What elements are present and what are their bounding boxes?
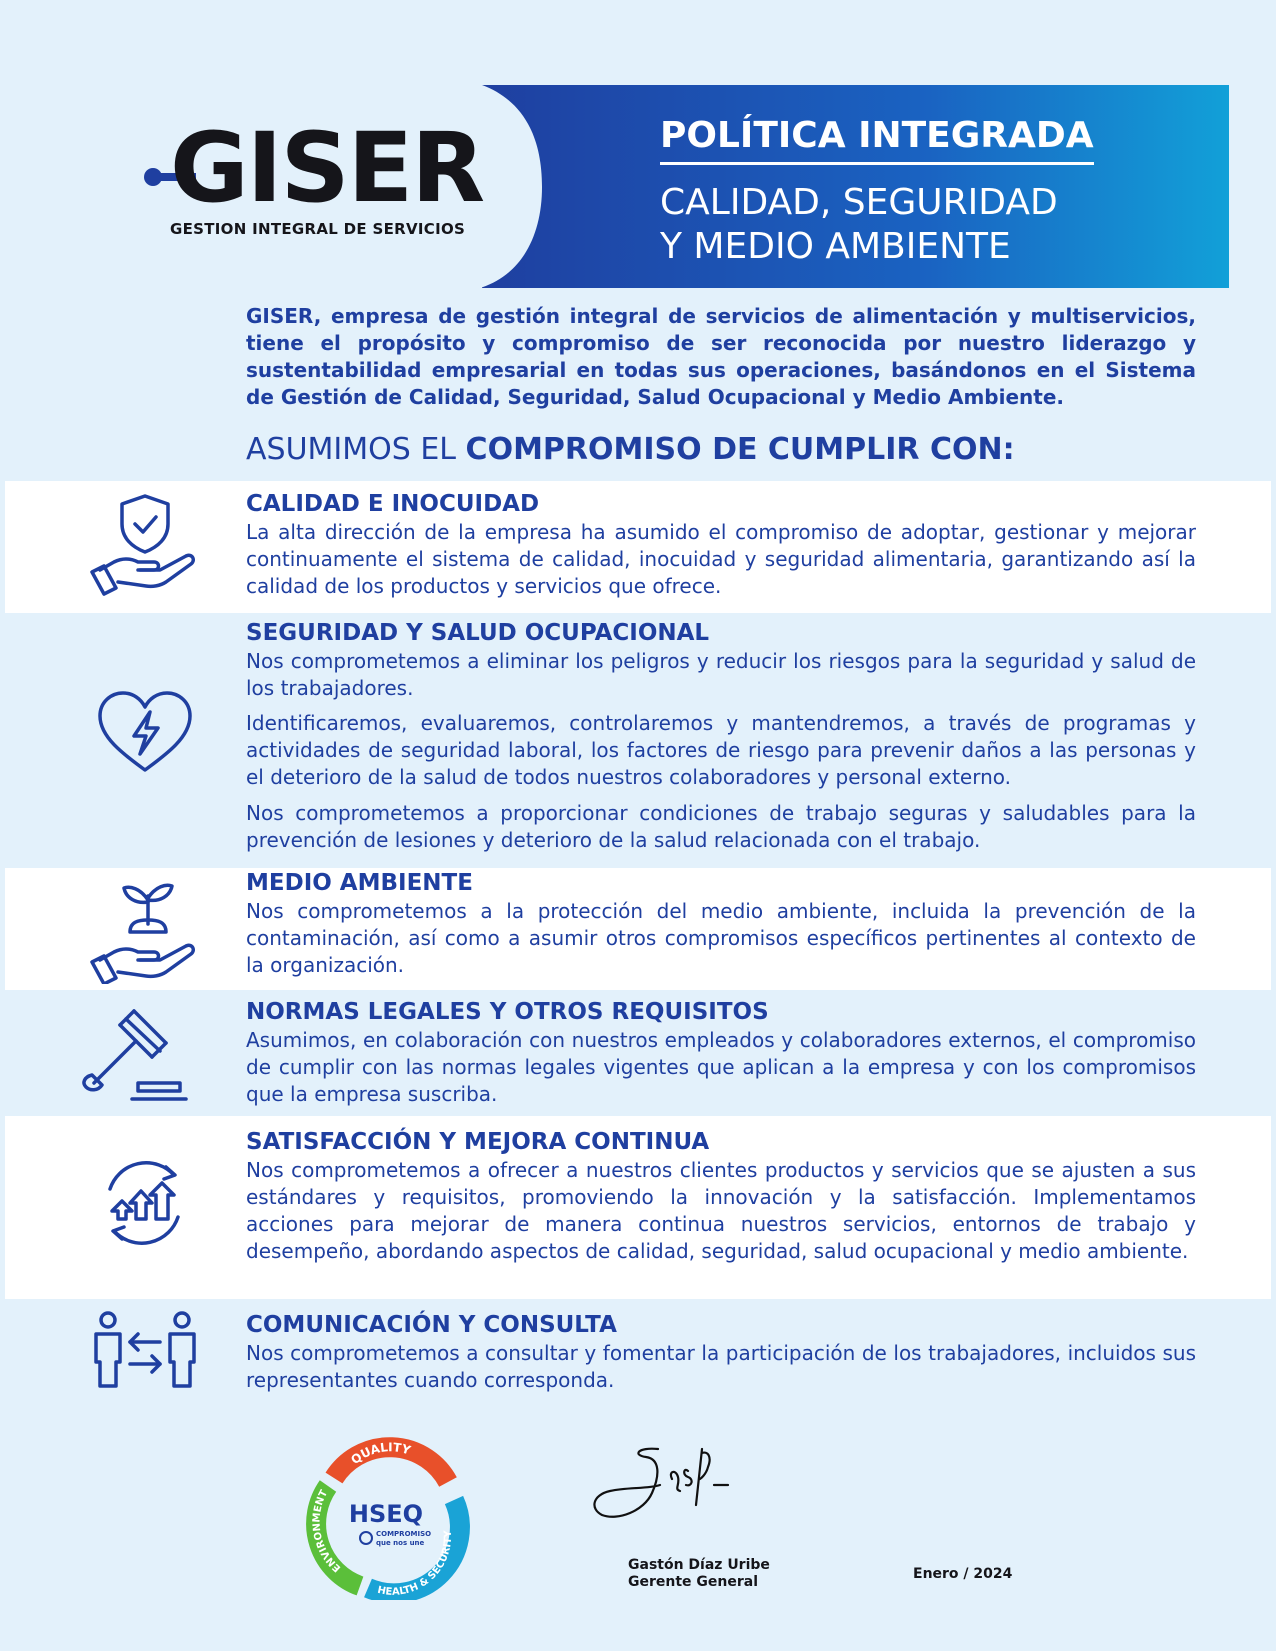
commitment-prefix: ASUMIMOS EL: [246, 432, 466, 467]
hseq-label: HSEQ: [348, 1500, 424, 1528]
signer-name: Gastón Díaz Uribe: [628, 1557, 770, 1573]
section-title-mejora: SATISFACCIÓN Y MEJORA CONTINUA: [246, 1129, 710, 1155]
section-text-normas: Asumimos, en colaboración con nuestros empleados y colaboradores externos, el compromiso de cumplir con las normas legales vigentes que aplican a la empresa y con los compromisos que la empresa suscriba.: [246, 1028, 1196, 1106]
improvement-cycle-icon: [96, 1155, 192, 1251]
title-banner: [482, 85, 1229, 288]
section-text-calidad: La alta dirección de la empresa ha asumido el compromiso de adoptar, gestionar y mejorar continuamente el sistema de calidad, inocuidad y seguridad alimentaria, garantizando así la calidad de los productos y servicios que ofrece.: [246, 520, 1196, 598]
section-text-seguridad-1: Nos comprometemos a eliminar los peligros y reducir los riesgos para la seguridad y salud de los trabajadores.: [246, 649, 1196, 700]
banner-subtitle-line1: CALIDAD, SEGURIDAD: [660, 182, 1058, 223]
commitment-emphasis: COMPROMISO DE CUMPLIR CON:: [465, 432, 1015, 467]
handwritten-signature: [588, 1445, 758, 1525]
hseq-ring-quality: QUALITY: [348, 1440, 413, 1468]
section-title-calidad: CALIDAD E INOCUIDAD: [246, 491, 540, 517]
hseq-tag1: COMPROMISO: [376, 1530, 432, 1538]
document-date: Enero / 2024: [913, 1566, 1013, 1582]
section-text-comunicacion: Nos comprometemos a consultar y fomentar la participación de los trabajadores, incluidos sus representantes cuando corresponda.: [246, 1341, 1196, 1392]
people-exchange-icon: [90, 1310, 200, 1390]
banner-subtitle-line2: Y MEDIO AMBIENTE: [660, 226, 1011, 267]
signer-block: [628, 1557, 770, 1591]
logo-tagline: GESTION INTEGRAL DE SERVICIOS: [170, 220, 466, 238]
commitment-heading: [246, 432, 1015, 467]
giser-logo: [140, 112, 484, 238]
gavel-icon: [80, 1005, 195, 1105]
hseq-tag2: que nos une: [376, 1539, 425, 1547]
hseq-ring-health: HEALTH & SECURITY: [376, 1529, 455, 1598]
section-text-seguridad-2: Identificaremos, evaluaremos, controlaremos y mantendremos, a través de programas y actividades de seguridad laboral, los factores de riesgo para prevenir daños a las personas y el deterioro de la salud de todos nuestros colaboradores y personal externo.: [246, 711, 1196, 789]
section-title-ambiente: MEDIO AMBIENTE: [246, 870, 473, 896]
logo-wordmark: GISER: [170, 112, 484, 224]
banner-title: POLÍTICA INTEGRADA: [660, 115, 1094, 165]
section-text-seguridad-3: Nos comprometemos a proporcionar condiciones de trabajo seguras y saludables para la prevención de lesiones y deterioro de la salud relacionada con el trabajo.: [246, 801, 1196, 852]
shield-hand-icon: [90, 490, 200, 596]
section-title-normas: NORMAS LEGALES Y OTROS REQUISITOS: [246, 999, 769, 1025]
section-text-mejora: Nos comprometemos a ofrecer a nuestros clientes productos y servicios que se ajusten a sus estándares y requisitos, promoviendo la innovación y la satisfacción. Implementamos acciones para mejorar de manera continua nuestros servicios, entornos de trabajo y desempeño, abordando aspectos de calidad, seguridad, salud ocupacional y medio ambiente.: [246, 1158, 1196, 1263]
section-title-seguridad: SEGURIDAD Y SALUD OCUPACIONAL: [246, 620, 710, 646]
banner-subtitle: [660, 181, 1058, 269]
hseq-ring-environment: ENVIRONMENT: [311, 1488, 344, 1574]
signer-role: Gerente General: [628, 1574, 759, 1590]
section-text-ambiente: Nos comprometemos a la protección del medio ambiente, incluida la prevención de la contaminación, así como a asumir otros compromisos específicos pertinentes al contexto de la organización.: [246, 899, 1196, 977]
plant-hand-icon: [90, 876, 200, 984]
heart-bolt-icon: [96, 690, 194, 776]
section-title-comunicacion: COMUNICACIÓN Y CONSULTA: [246, 1312, 617, 1338]
hseq-badge: [300, 1430, 470, 1600]
intro-paragraph: GISER, empresa de gestión integral de servicios de alimentación y multiservicios, tiene el propósito y compromiso de ser reconocida por nuestro liderazgo y sustentabilidad empresarial en todas sus operaciones, basándonos en el Sistema de Gestión de Calidad, Seguridad, Salud Ocupacional y Medio Ambiente.: [246, 304, 1196, 409]
